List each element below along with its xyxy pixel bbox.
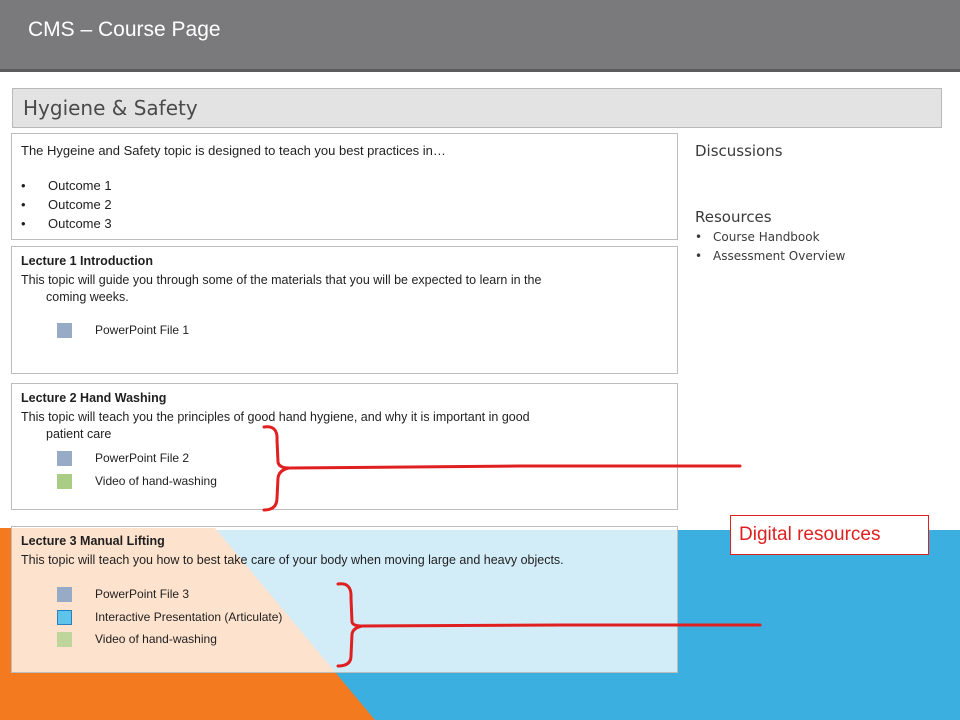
resource-link-course-handbook[interactable]: • Course Handbook (695, 230, 845, 249)
resource-link-assessment-overview[interactable]: • Assessment Overview (695, 249, 845, 268)
topic-intro-panel (11, 133, 678, 240)
resources-heading: Resources (695, 208, 772, 226)
discussions-link[interactable]: Discussions (695, 142, 783, 160)
file-label[interactable]: Video of hand-washing (95, 474, 217, 488)
file-link-powerpoint-3[interactable] (57, 585, 189, 603)
file-link-video-hand-washing[interactable] (57, 630, 217, 648)
lecture-3-panel (11, 526, 678, 673)
file-link-video-hand-washing[interactable] (57, 472, 217, 490)
lecture-description-line: This topic will guide you through some of the materials that you will be expected to learn in the (21, 273, 542, 287)
lecture-title: Lecture 3 Manual Lifting (21, 534, 165, 548)
powerpoint-file-icon (57, 451, 72, 466)
file-label[interactable]: PowerPoint File 2 (95, 451, 190, 465)
title-bar (0, 0, 960, 72)
file-label[interactable]: PowerPoint File 3 (95, 587, 190, 601)
lecture-1-panel (11, 246, 678, 374)
outcome-item: • Outcome 1 (21, 178, 112, 197)
video-file-icon (57, 474, 72, 489)
powerpoint-file-icon (57, 323, 72, 338)
file-link-powerpoint-2[interactable] (57, 449, 189, 467)
outcome-item: • Outcome 2 (21, 197, 112, 216)
topic-title: Hygiene & Safety (23, 96, 198, 120)
lecture-2-panel (11, 383, 678, 510)
app-title: CMS – Course Page (28, 18, 221, 41)
lecture-description (21, 272, 661, 306)
lecture-description (21, 552, 661, 569)
file-link-powerpoint-1[interactable] (57, 321, 189, 339)
lecture-description-line: This topic will teach you how to best take care of your body when moving large and heavy objects. (21, 553, 564, 567)
lecture-title: Lecture 1 Introduction (21, 254, 153, 268)
file-link-interactive-presentation[interactable] (57, 608, 282, 626)
lecture-title: Lecture 2 Hand Washing (21, 391, 167, 405)
file-label[interactable]: Interactive Presentation (Articulate) (95, 610, 283, 624)
topic-header (12, 88, 942, 128)
topic-description: The Hygeine and Safety topic is designed to teach you best practices in… (21, 143, 446, 158)
lecture-description-line: patient care (46, 427, 112, 441)
outcomes-list (21, 178, 112, 235)
interactive-presentation-icon (57, 610, 72, 625)
powerpoint-file-icon (57, 587, 72, 602)
file-label[interactable]: Video of hand-washing (95, 632, 217, 646)
digital-resources-callout (730, 515, 929, 555)
lecture-description-line: This topic will teach you the principles of good hand hygiene, and why it is important in good (21, 410, 530, 424)
file-label[interactable]: PowerPoint File 1 (95, 323, 190, 337)
video-file-icon (57, 632, 72, 647)
callout-label: Digital resources (739, 524, 881, 545)
lecture-description-line: coming weeks. (46, 290, 129, 304)
resources-list (695, 230, 845, 268)
outcome-item: • Outcome 3 (21, 216, 112, 235)
lecture-description (21, 409, 661, 443)
